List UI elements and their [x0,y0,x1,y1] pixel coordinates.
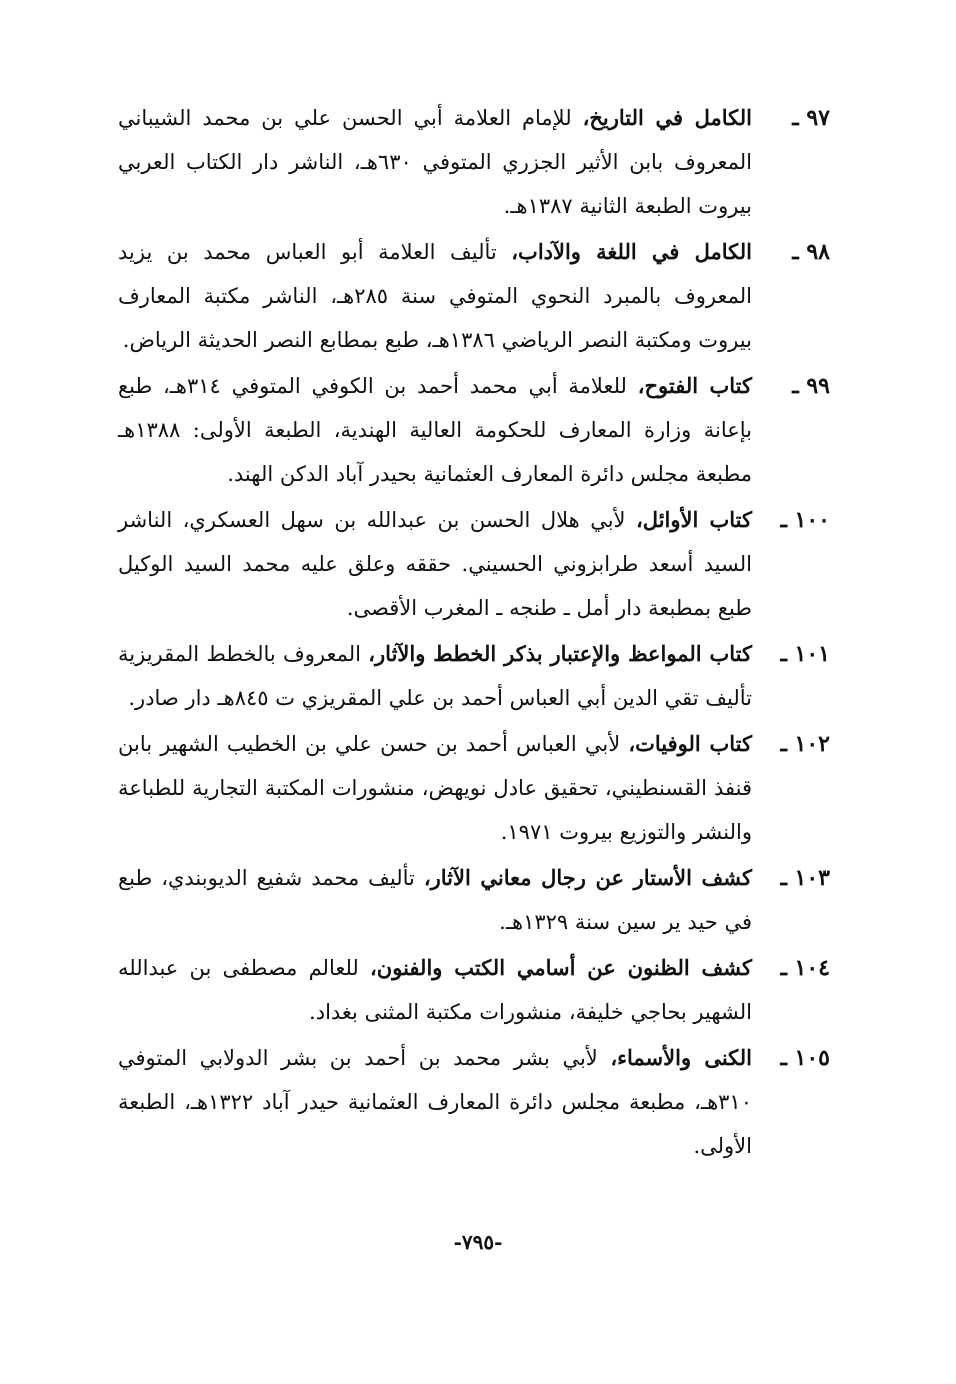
entry-body [118,498,752,630]
page-number: -٧٩٥- [453,1230,503,1254]
bibliography-entry [118,96,830,228]
entry-title: الكامل في اللغة والآداب، [511,239,752,264]
entry-body [118,1036,752,1168]
entry-text: تأليف العلامة أبو العباس محمد بن يزيد المعروف بالمبرد النحوي المتوفي سنة ٢٨٥هـ، الناشر مكتبة المعارف بيروت ومكتبة النصر الرياضي ١٣٨٦هـ، طبع بمطابع النصر الحديثة الرياض. [118,240,753,352]
entry-number: ١٠٠ ـ [780,507,830,533]
entry-text: للعلامة أبي محمد أحمد بن الكوفي المتوفي ٣١٤هـ، طبع بإعانة وزارة المعارف للحكومة العالية الهندية، الطبعة الأولى: ١٣٨٨هـ مطبعة مجلس دائرة المعارف العثمانية بحيدر آباد الدكن الهند. [118,374,752,486]
bibliography-entry [118,364,830,496]
entry-title: كتاب الأوائل، [636,507,752,532]
entry-number: ١٠٤ ـ [780,955,830,981]
entry-text: لأبي العباس أحمد بن حسن علي بن الخطيب الشهير بابن قنفذ القسنطيني، تحقيق عادل نويهض، منشورات المكتبة التجارية للطباعة والنشر والتوزيع بيروت ١٩٧١. [118,732,752,844]
entry-body [118,632,752,720]
entry-text: المعروف بالخطط المقريزية تأليف تقي الدين أبي العباس أحمد بن علي المقريزي ت ٨٤٥هـ دار صادر. [118,642,752,710]
entry-number: ١٠٢ ـ [780,731,830,757]
entry-title: كتاب الوفيات، [628,731,753,756]
entry-title: كشف الظنون عن أسامي الكتب والفنون، [370,955,753,980]
entry-body [118,946,752,1034]
entry-text: للإمام العلامة أبي الحسن علي بن محمد الشيباني المعروف بابن الأثير الجزري المتوفي ٦٣٠هـ، الناشر دار الكتاب العربي بيروت الطبعة الثانية ١٣٨٧هـ. [118,106,752,218]
bibliography-entry [118,230,830,362]
entry-body [118,364,752,496]
entry-text: للعالم مصطفى بن عبدالله الشهير بحاجي خليفة، منشورات مكتبة المثنى بغداد. [118,956,752,1024]
entry-title: كتاب المواعظ والإعتبار بذكر الخطط والآثار، [368,641,752,666]
bibliography-entry [118,946,830,1034]
entry-body [118,96,752,228]
entry-number: ١٠١ ـ [780,641,830,667]
bibliography-entry [118,498,830,630]
entry-body [118,230,752,362]
bibliography-entry [118,722,830,854]
entry-title: الكامل في التاريخ، [582,105,752,130]
bibliography-list [118,96,830,1170]
bibliography-entry [118,632,830,720]
entry-title: الكنى والأسماء، [610,1045,752,1070]
entry-text: لأبي بشر محمد بن أحمد بن بشر الدولابي المتوفي ٣١٠هـ، مطبعة مجلس دائرة المعارف العثمانية حيدر آباد ١٣٢٢هـ، الطبعة الأولى. [118,1046,752,1158]
entry-text: لأبي هلال الحسن بن عبدالله بن سهل العسكري، الناشر السيد أسعد طرابزوني الحسيني. حققه وعلق عليه محمد السيد الوكيل طبع بمطبعة دار أمل ـ طنجه ـ المغرب الأقصى. [118,508,752,620]
entry-number: ٩٨ ـ [792,239,830,265]
entry-text: تأليف محمد شفيع الديوبندي، طبع في حيد ير سين سنة ١٣٢٩هـ. [118,866,752,934]
entry-body [118,856,752,944]
entry-number: ٩٩ ـ [792,373,830,399]
entry-title: كتاب الفتوح، [637,373,752,398]
entry-title: كشف الأستار عن رجال معاني الآثار، [423,865,752,890]
entry-number: ١٠٥ ـ [780,1045,830,1071]
entry-body [118,722,752,854]
bibliography-entry [118,856,830,944]
entry-number: ١٠٣ ـ [780,865,830,891]
entry-number: ٩٧ ـ [792,105,830,131]
bibliography-entry [118,1036,830,1168]
